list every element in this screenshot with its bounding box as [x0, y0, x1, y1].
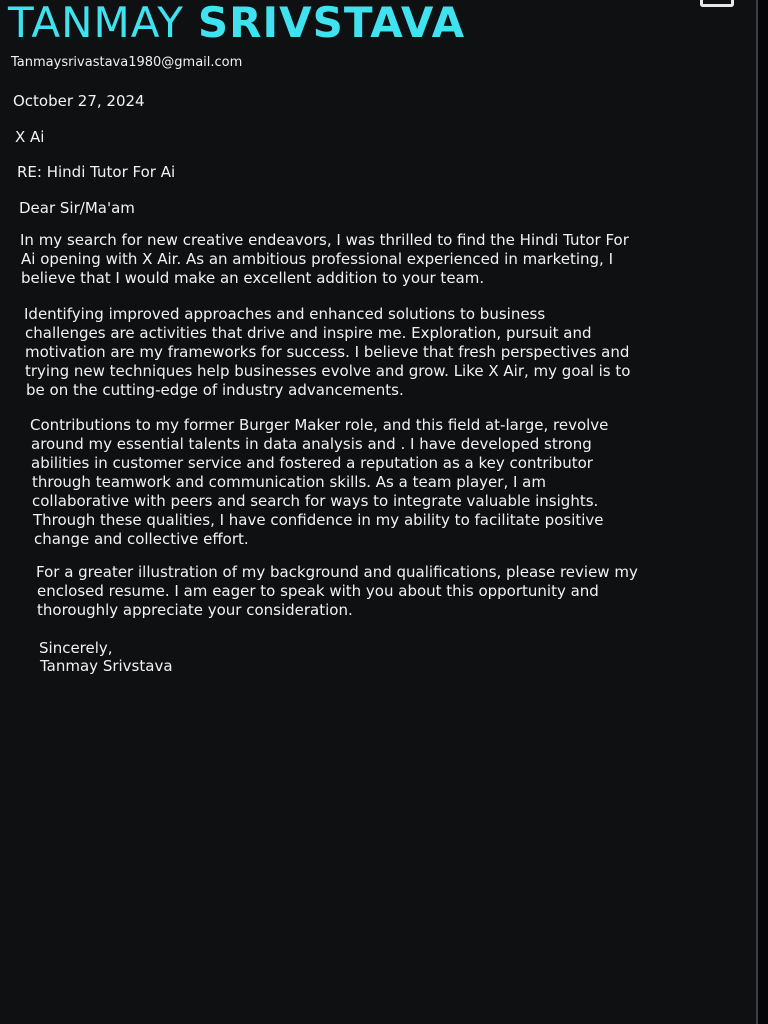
paragraph-line: enclosed resume. I am eager to speak with you about this opportunity and [37, 582, 599, 600]
paragraph-line: be on the cutting-edge of industry advancements. [26, 381, 404, 399]
paragraph-line: thoroughly appreciate your consideration. [37, 601, 353, 619]
body-paragraph-2 [24, 305, 630, 400]
applicant-last-name: SRIVSTAVA [197, 0, 466, 47]
paragraph-line: believe that I would make an excellent addition to your team. [21, 269, 485, 287]
paragraph-line: challenges are activities that drive and inspire me. Exploration, pursuit and [25, 324, 592, 342]
recipient-company: X Ai [15, 128, 45, 146]
paragraph-line: trying new techniques help businesses evolve and grow. Like X Air, my goal is to [25, 362, 631, 380]
body-paragraph-1 [20, 231, 629, 288]
paragraph-line: For a greater illustration of my background and qualifications, please review my [36, 563, 638, 581]
paragraph-line: In my search for new creative endeavors, I was thrilled to find the Hindi Tutor For [20, 231, 629, 249]
paragraph-line: change and collective effort. [34, 530, 249, 548]
letter-signature: Tanmay Srivstava [40, 657, 173, 675]
applicant-first-name: TANMAY [8, 0, 184, 47]
body-paragraph-4 [36, 563, 638, 620]
applicant-email: Tanmaysrivastava1980@gmail.com [11, 55, 243, 70]
window-control-icon[interactable] [700, 0, 734, 7]
page-edge-divider [756, 0, 768, 1024]
paragraph-line: Through these qualities, I have confidence in my ability to facilitate positive [33, 511, 604, 529]
paragraph-line: Contributions to my former Burger Maker role, and this field at-large, revolve [30, 416, 609, 434]
letter-closing: Sincerely, [39, 639, 113, 657]
paragraph-line: collaborative with peers and search for ways to integrate valuable insights. [32, 492, 599, 510]
letter-salutation: Dear Sir/Ma'am [19, 199, 135, 217]
paragraph-line: Ai opening with X Air. As an ambitious professional experienced in marketing, I [21, 250, 614, 268]
paragraph-line: around my essential talents in data analysis and . I have developed strong [31, 435, 592, 453]
letter-date: October 27, 2024 [13, 92, 145, 110]
paragraph-line: motivation are my frameworks for success. I believe that fresh perspectives and [25, 343, 630, 361]
letter-subject: RE: Hindi Tutor For Ai [17, 163, 176, 181]
paragraph-line: through teamwork and communication skills. As a team player, I am [32, 473, 546, 491]
applicant-name-heading [8, 0, 465, 46]
body-paragraph-3 [30, 416, 608, 549]
paragraph-line: abilities in customer service and fostered a reputation as a key contributor [31, 454, 593, 472]
paragraph-line: Identifying improved approaches and enhanced solutions to business [24, 305, 546, 323]
